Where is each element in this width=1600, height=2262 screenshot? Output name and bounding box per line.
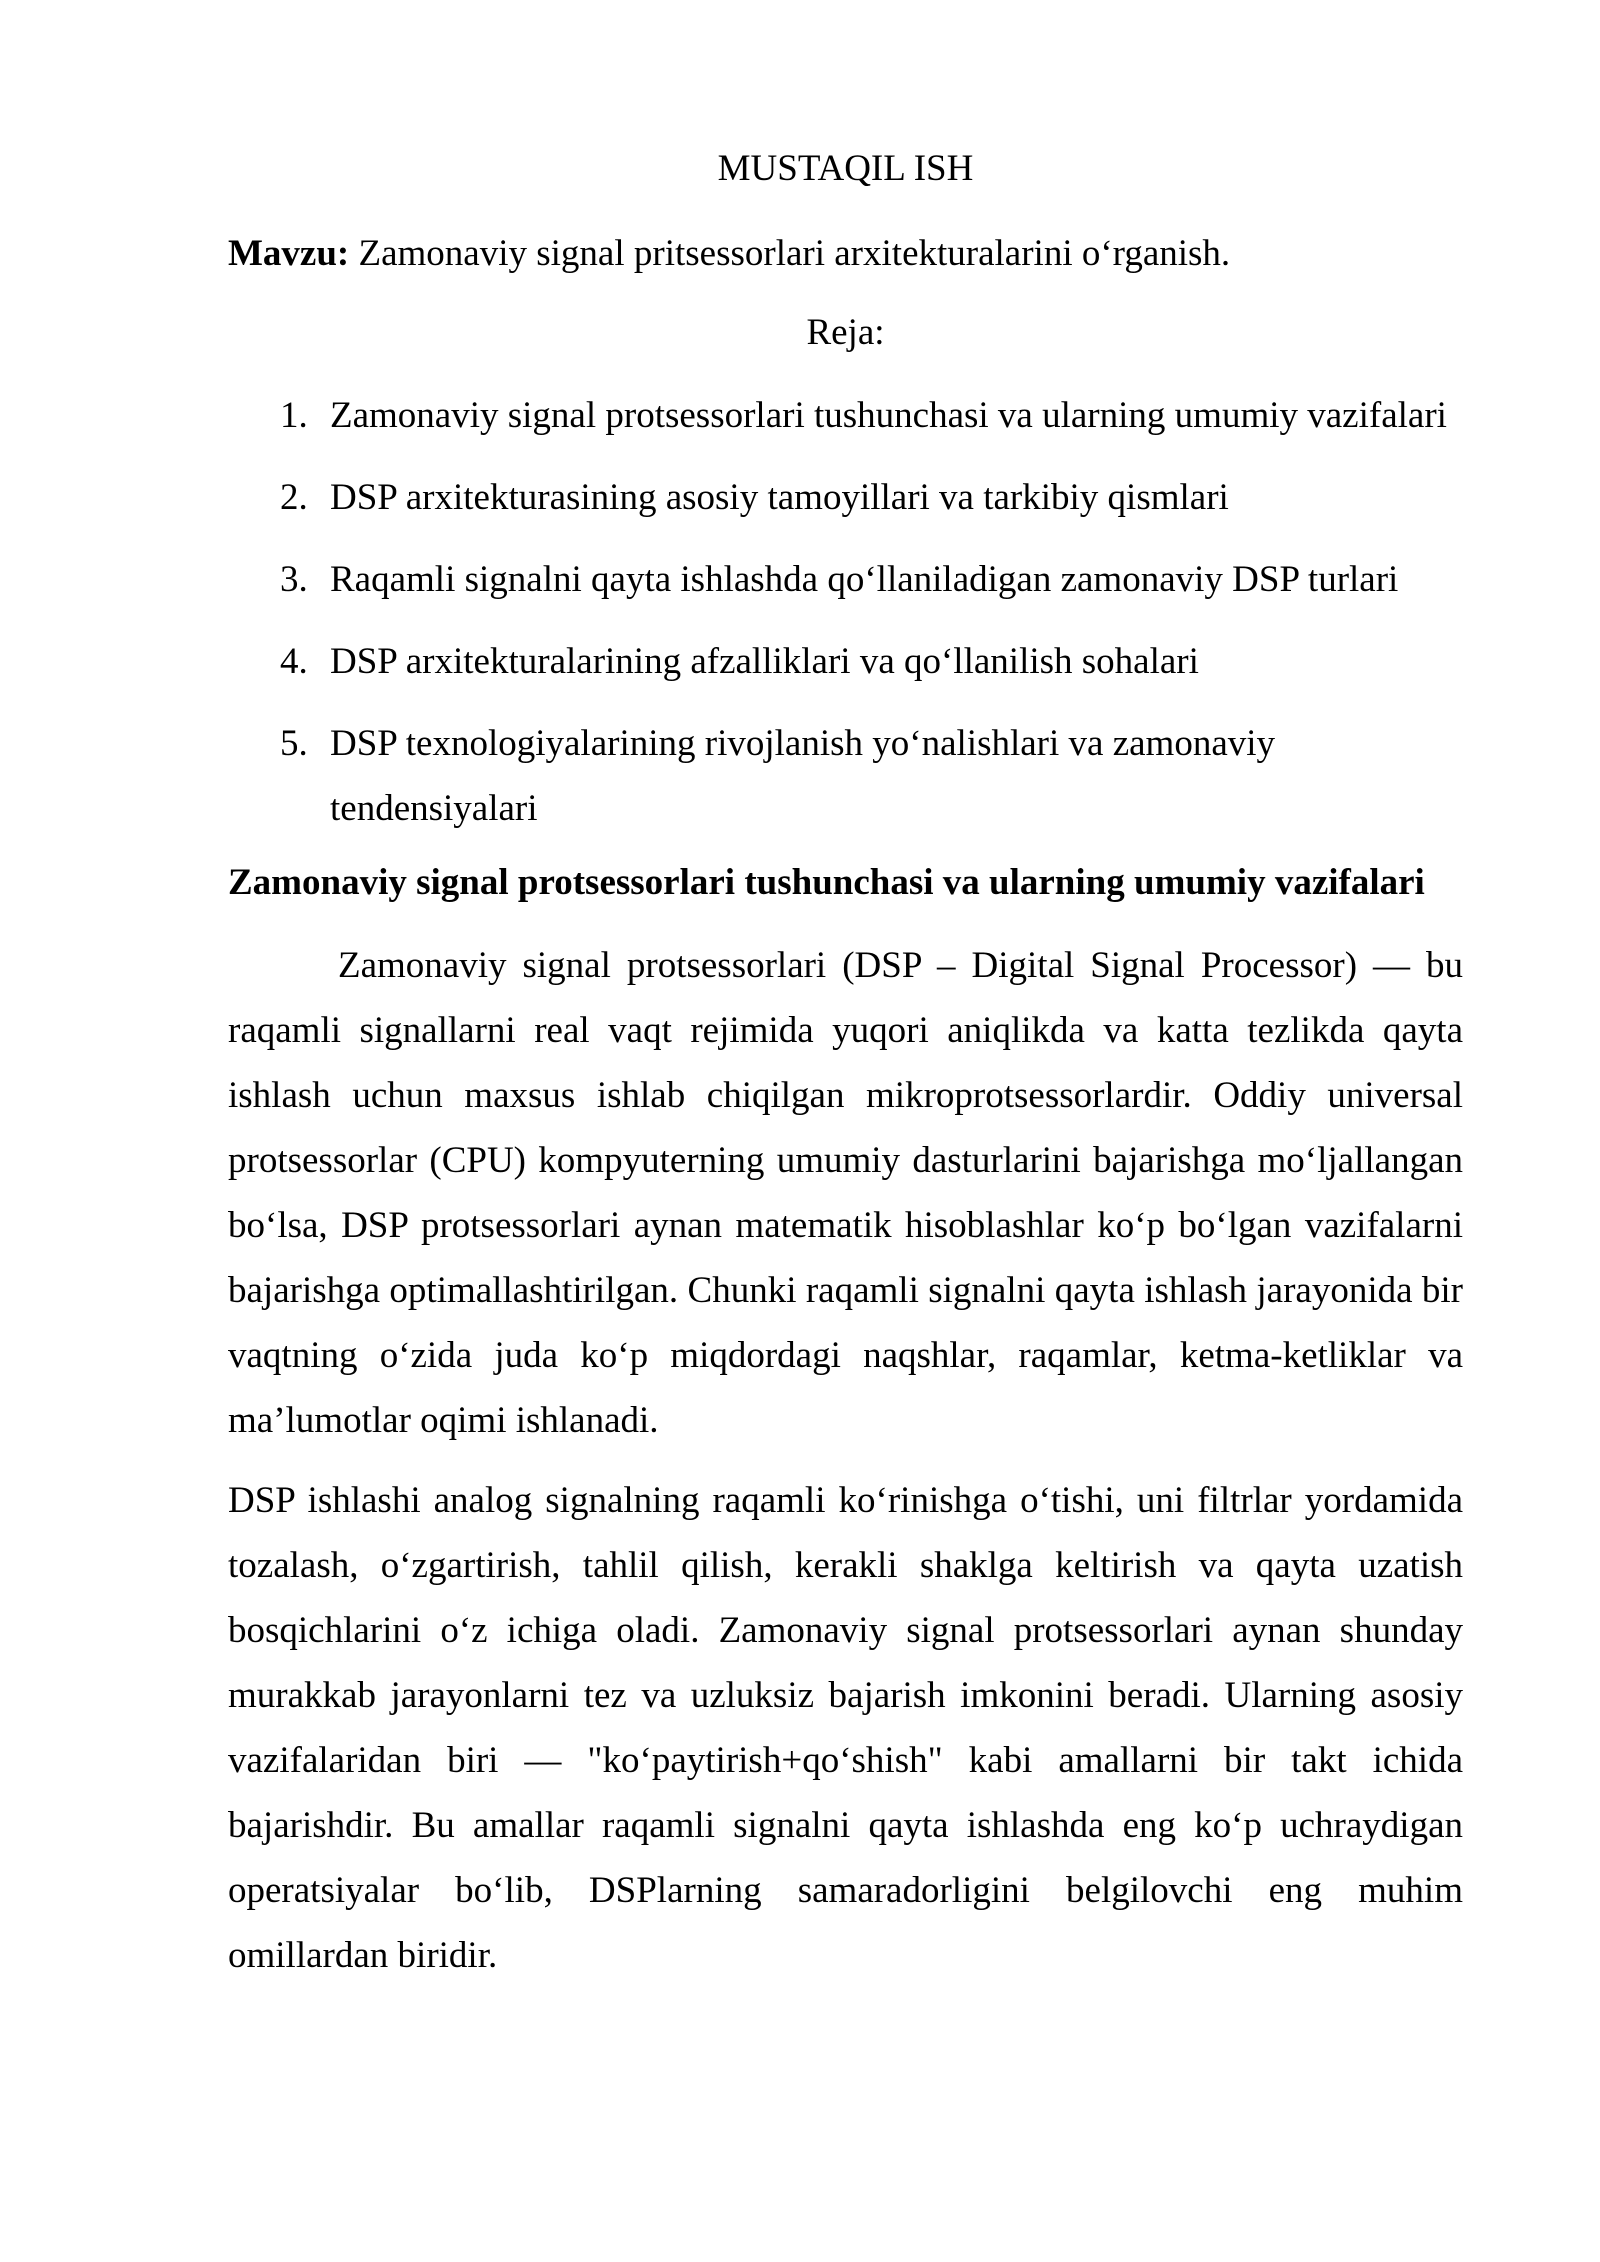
paragraph <box>228 1468 1463 1988</box>
paragraph-line: bajarishga optimallashtirilgan. Chunki raqamli signalni qayta ishlash jarayonida bir <box>228 1270 1463 1311</box>
plan-item-number: 4. <box>280 641 308 682</box>
plan-heading: Reja: <box>806 312 885 353</box>
paragraph-line: maʼlumotlar oqimi ishlanadi. <box>228 1400 659 1441</box>
plan-item-text: Raqamli signalni qayta ishlashda qoʻllaniladigan zamonaviy DSP turlari <box>330 559 1399 600</box>
paragraph-line: raqamli signallarni real vaqt rejimida yuqori aniqlikda va katta tezlikda qayta <box>228 1010 1463 1051</box>
paragraph-line: ishlash uchun maxsus ishlab chiqilgan mikroprotsessorlardir. Oddiy universal <box>228 1075 1463 1116</box>
plan-item-text: DSP arxitekturasining asosiy tamoyillari va tarkibiy qismlari <box>330 477 1229 518</box>
paragraph-line: bajarishdir. Bu amallar raqamli signalni qayta ishlashda eng koʻp uchraydigan <box>228 1805 1463 1846</box>
paragraph-line: DSP ishlashi analog signalning raqamli koʻrinishga oʻtishi, uni filtrlar yordamida <box>228 1480 1463 1521</box>
plan-item-text: DSP arxitekturalarining afzalliklari va qoʻllanilish sohalari <box>330 641 1199 682</box>
plan-item <box>228 383 1463 448</box>
paragraph-line: protsessorlar (CPU) kompyuterning umumiy dasturlarini bajarishga moʻljallangan <box>228 1140 1463 1181</box>
paragraph-line: operatsiyalar boʻlib, DSPlarning samaradorligini belgilovchi eng muhim <box>228 1870 1463 1911</box>
plan-item <box>228 547 1463 612</box>
plan-item-text: Zamonaviy signal protsessorlari tushunchasi va ularning umumiy vazifalari <box>330 395 1447 436</box>
paragraph-line: murakkab jarayonlarni tez va uzluksiz bajarish imkonini beradi. Ularning asosiy <box>228 1675 1463 1716</box>
paragraph <box>228 933 1463 1453</box>
paragraph-line: vaqtning oʻzida juda koʻp miqdordagi naqshlar, raqamlar, ketma-ketliklar va <box>228 1335 1463 1376</box>
topic-value: Zamonaviy signal pritsessorlari arxitekturalarini oʻrganish. <box>349 233 1231 274</box>
plan-item <box>228 629 1463 694</box>
plan-item-number: 1. <box>280 395 308 436</box>
body-paragraphs <box>228 933 1463 1988</box>
topic-line <box>228 221 1463 286</box>
paragraph-line: tozalash, oʻzgartirish, tahlil qilish, kerakli shaklga keltirish va qayta uzatish <box>228 1545 1463 1586</box>
document-title: MUSTAQIL ISH <box>717 148 974 189</box>
paragraph-line: vazifalaridan biri — "koʻpaytirish+qoʻshish" kabi amallarni bir takt ichida <box>228 1740 1463 1781</box>
paragraph-line: boʻlsa, DSP protsessorlari aynan matematik hisoblashlar koʻp boʻlgan vazifalarni <box>228 1205 1463 1246</box>
topic-label: Mavzu: <box>228 233 350 274</box>
plan-item-text: DSP texnologiyalarining rivojlanish yoʻnalishlari va zamonaviy tendensiyalari <box>330 723 1276 829</box>
plan-item-number: 2. <box>280 477 308 518</box>
plan-item-number: 3. <box>280 559 308 600</box>
plan-item <box>228 465 1463 530</box>
paragraph-line: Zamonaviy signal protsessorlari (DSP – Digital Signal Processor) — bu <box>338 945 1463 986</box>
plan-item-number: 5. <box>280 723 308 764</box>
paragraph-line: bosqichlarini oʻz ichiga oladi. Zamonaviy signal protsessorlari aynan shunday <box>228 1610 1463 1651</box>
paragraph-line: omillardan biridir. <box>228 1935 498 1976</box>
section-heading: Zamonaviy signal protsessorlari tushunchasi va ularning umumiy vazifalari <box>228 862 1425 903</box>
plan-list <box>228 383 1463 841</box>
plan-item <box>228 711 1463 841</box>
